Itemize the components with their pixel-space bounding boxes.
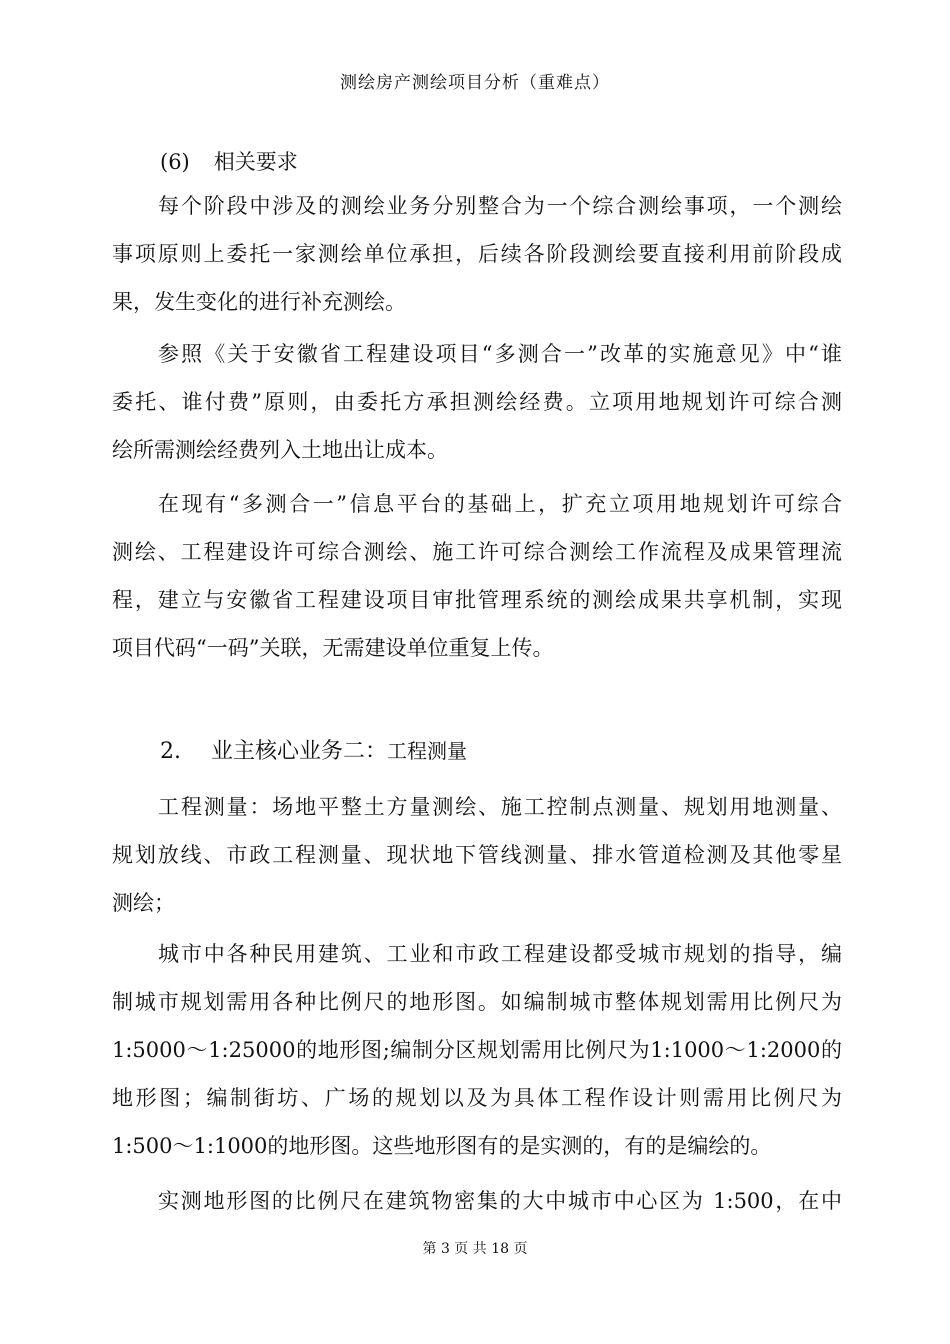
paragraph-3	[112, 480, 842, 672]
page-footer: 第 3 页 共 18 页	[422, 1241, 528, 1257]
text-line: 城市中各种民用建筑、工业和市政工程建设都受城市规划的指导，编	[158, 942, 842, 966]
paragraph-2	[112, 330, 842, 474]
text-line: 委托、谁付费”原则，由委托方承担测绘经费。立项用地规划许可综合测	[112, 390, 842, 414]
section-title: 相关要求	[213, 150, 298, 174]
text-line: 事项原则上委托一家测绘单位承担，后续各阶段测绘要直接利用前阶段成	[112, 242, 842, 266]
section-heading-6	[160, 146, 298, 176]
section-title: 业主核心业务二：	[211, 739, 388, 764]
text-line: 项目代码“一码”关联，无需建设单位重复上传。	[112, 636, 554, 660]
section-number: (6)	[160, 150, 190, 174]
text-line: 果，发生变化的进行补充测绘。	[112, 290, 406, 314]
paragraph-6	[112, 1177, 842, 1225]
text-line: 1:500～1:1000的地形图。这些地形图有的是实测的，有的是编绘的。	[112, 1134, 772, 1158]
text-line: 工程测量：场地平整土方量测绘、施工控制点测量、规划用地测量、	[158, 795, 842, 819]
paragraph-1	[112, 182, 842, 326]
text-line: 1:5000～1:25000的地形图;编制分区规划需用比例尺为1:1000～1:2000的	[112, 1038, 842, 1062]
text-line: 每个阶段中涉及的测绘业务分别整合为一个综合测绘事项，一个测绘	[158, 194, 842, 218]
text-line: 制城市规划需用各种比例尺的地形图。如编制城市整体规划需用比例尺为	[112, 990, 842, 1014]
text-line: 绘所需测绘经费列入土地出让成本。	[112, 438, 448, 462]
section-subtitle: 工程测量	[387, 739, 468, 763]
text-line: 测绘、工程建设许可综合测绘、施工许可综合测绘工作流程及成果管理流	[112, 540, 842, 564]
paragraph-5	[112, 930, 842, 1170]
paragraph-4	[112, 783, 842, 927]
text-line: 地形图；编制街坊、广场的规划以及为具体工程作设计则需用比例尺为	[112, 1086, 842, 1110]
text-line: 在现有“多测合一”信息平台的基础上，扩充立项用地规划许可综合	[158, 492, 842, 516]
page-header: 测绘房产测绘项目分析（重难点）	[340, 73, 610, 93]
text-line: 实测地形图的比例尺在建筑物密集的大中城市中心区为 1:500，在中	[158, 1189, 842, 1213]
text-line: 测绘；	[112, 891, 175, 915]
text-line: 程，建立与安徽省工程建设项目审批管理系统的测绘成果共享机制，实现	[112, 588, 842, 612]
text-line: 规划放线、市政工程测量、现状地下管线测量、排水管道检测及其他零星	[112, 843, 842, 867]
section-number: 2.	[160, 739, 181, 764]
text-line: 参照《关于安徽省工程建设项目“多测合一”改革的实施意见》中“谁	[158, 342, 842, 366]
section-heading-2	[160, 734, 467, 765]
